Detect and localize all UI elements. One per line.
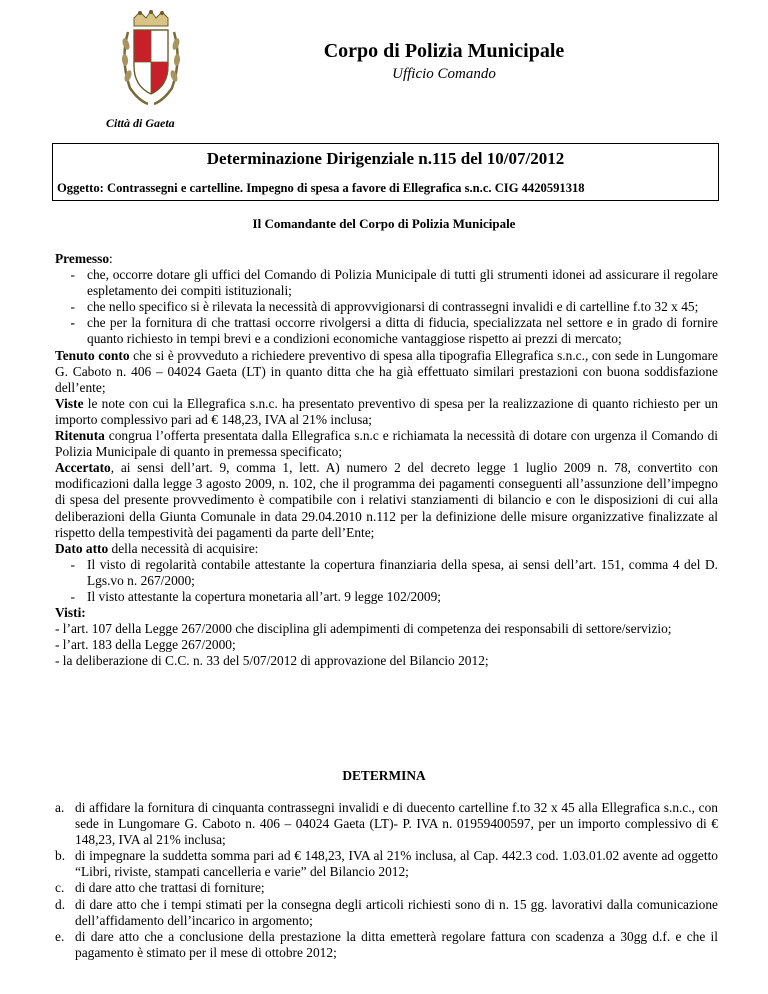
list-item: - Il visto di regolarità contabile attestante la copertura finanziaria della spesa, ai sensi dell’art. 151, comma 4 del D. Lgs.vo n. 267/2000; xyxy=(70,556,718,588)
paragraph-tenuto: Tenuto conto che si è provveduto a richiedere preventivo di spesa alla tipografia Ellegrafica s.n.c., con sede in Lungomare G. Caboto n. 406 – 04024 Gaeta (LT) in quanto ditta che ha già effettuato similari prestazioni con buona soddisfazione dell’ente; xyxy=(55,347,718,395)
determination-title: Determinazione Dirigenziale n.115 del 10/07/2012 xyxy=(206,149,565,168)
paragraph-ritenuta: Ritenuta congrua l’offerta presentata dalla Ellegrafica s.n.c e richiamata la necessità di dotare con urgenza il Comando di Polizia Municipale di quanto in premessa specificato; xyxy=(55,428,718,460)
page-title: Corpo di Polizia Municipale xyxy=(323,40,565,62)
list-item: c. di dare atto che trattasi di forniture; xyxy=(55,880,265,896)
list-item: d. di dare atto che i tempi stimati per la consegna degli articoli richiesti sono di n. 15 gg. lavorativi dalla comunicazione dell’affidamento dell’incarico in argomento; xyxy=(55,896,718,928)
visti-heading: Visti: xyxy=(55,605,86,621)
paragraph-viste: Viste le note con cui la Ellegrafica s.n.c. ha presentato preventivo di spesa per la realizzazione di quanto richiesto per un importo complessivo pari ad € 148,23, IVA al 21% inclusa; xyxy=(55,395,718,427)
city-name: Città di Gaeta xyxy=(106,116,175,130)
paragraph-dato-atto: Dato atto della necessità di acquisire: xyxy=(55,540,259,556)
paragraph-accertato: Accertato, ai sensi dell’art. 9, comma 1, lett. A) numero 2 del decreto legge 1 luglio 2009 n. 78, convertito con modificazioni dalla legge 3 agosto 2009, n. 102, che il programma dei pagamenti conseguenti all’assunzione dell’impegno di spesa del presente provvedimento è compatibile con i relativi stanziamenti di bilancio e con le disposizioni di cui alla deliberazioni della Giunta Comunale in data 29.04.2010 n.112 per la definizione delle misure organizzative finalizzate al rispetto della tempestività dei pagamenti da parte dell’Ente; xyxy=(55,460,718,540)
determina-list xyxy=(55,800,718,961)
list-item: - l’art. 183 della Legge 267/2000; xyxy=(55,637,236,653)
list-item: a. di affidare la fornitura di cinquanta contrassegni invalidi e di duecento cartelline f.to 32 x 45 alla Ellegrafica s.n.c., con sede in Lungomare G. Caboto n. 406 – 04024 Gaeta (LT)- P. IVA n. 01959400597, per un importo complessivo di € 148,23, IVA al 21% inclusa; xyxy=(55,800,718,848)
list-item: - Il visto attestante la copertura monetaria all’art. 9 legge 102/2009; xyxy=(70,588,441,604)
premesso-heading: Premesso: xyxy=(55,251,113,266)
list-item: - che, occorre dotare gli uffici del Comando di Polizia Municipale di tutti gli strumenti idonei ad assicurare il regolare espletamento dei compiti istituzionali; xyxy=(70,267,718,299)
issuer-heading: Il Comandante del Corpo di Polizia Municipale xyxy=(252,216,516,231)
list-item: e. di dare atto che a conclusione della prestazione la ditta emetterà regolare fattura con scadenza a 30gg d.f. e che il pagamento è stimato per il mese di ottobre 2012; xyxy=(55,928,718,960)
determination-subject: Oggetto: Contrassegni e cartelline. Impegno di spesa a favore di Ellegrafica s.n.c. CIG 4420591318 xyxy=(57,181,585,195)
determina-heading: DETERMINA xyxy=(342,768,426,783)
list-item: - la deliberazione di C.C. n. 33 del 5/07/2012 di approvazione del Bilancio 2012; xyxy=(55,653,489,669)
list-item: - che per la fornitura di che trattasi occorre rivolgersi a ditta di fiducia, specializzata nel settore e in grado di fornire quanto richiesto in tempi brevi e a condizioni economiche vantaggiose rispetto ai prezzi di mercato; xyxy=(70,315,718,347)
determination-box xyxy=(52,143,719,201)
page-subtitle: Ufficio Comando xyxy=(392,66,496,82)
list-item: - l’art. 107 della Legge 267/2000 che disciplina gli adempimenti di competenza dei responsabili di settore/servizio; xyxy=(55,621,672,637)
document-body xyxy=(55,251,718,669)
list-item: b. di impegnare la suddetta somma pari ad € 148,23, IVA al 21% inclusa, al Cap. 442.3 cod. 1.03.01.02 avente ad oggetto “Libri, riviste, stampati cancelleria e varie” del Bilancio 2012; xyxy=(55,848,718,880)
list-item: - che nello specifico si è rilevata la necessità di approvvigionarsi di contrassegni invalidi e di cartelline f.to 32 x 45; xyxy=(70,299,699,315)
